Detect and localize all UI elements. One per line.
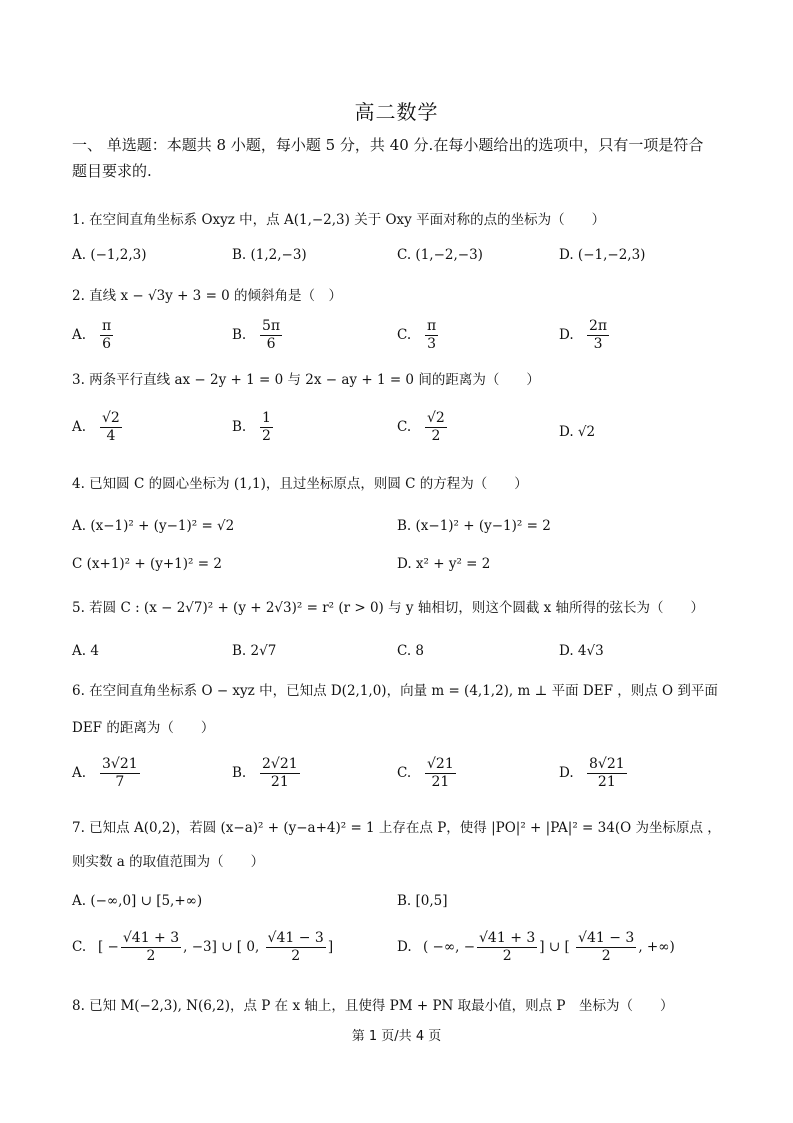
option-b: B. (x−1)² + (y−1)² = 2 <box>397 518 551 534</box>
question-7-stem: 7. 已知点 A(0,2)，若圆 (x−a)² + (y−a+4)² = 1 上存在点 P，使得 |PO|² + |PA|² = 34(O 为坐标原点 ， <box>72 820 721 836</box>
option-a: A. (x−1)² + (y−1)² = √2 <box>72 518 235 534</box>
option-a: A. (−∞,0] ∪ [5,+∞) <box>72 893 203 909</box>
page-title: 高二数学 <box>354 100 439 124</box>
option-d: D. $\frac{8√21}{21}$ <box>559 756 625 790</box>
option-b: B. $\frac{1}{2}$ <box>232 410 271 444</box>
option-b: B. 2√7 <box>232 643 277 659</box>
question-6-stem-cont: DEF 的距离为（ ） <box>72 720 215 736</box>
option-b: B. $\frac{2√21}{21}$ <box>232 756 298 790</box>
question-7-options-row1 <box>72 887 732 915</box>
option-c: C (x+1)² + (y+1)² = 2 <box>72 556 222 572</box>
option-c: C. 8 <box>397 643 425 659</box>
question-3-stem: 3. 两条平行直线 ax − 2y + 1 = 0 与 2x − ay + 1 = 0 间的距离为（ ） <box>72 372 540 388</box>
option-a: A. $\frac{\pi}{6}$ <box>72 318 112 352</box>
option-a: A. $\frac{√2}{4}$ <box>72 410 120 444</box>
option-d: D. $\frac{2\pi}{3}$ <box>559 318 608 352</box>
question-6-stem: 6. 在空间直角坐标系 O − xyz 中，已知点 D(2,1,0)，向量 m = (4,1,2), m ⊥ 平面 DEF ，则点 O 到平面 <box>72 683 718 699</box>
option-c: C. $\frac{√2}{2}$ <box>397 410 445 444</box>
option-a: A. $\frac{3√21}{7}$ <box>72 756 138 790</box>
option-b: B. (1,2,−3) <box>232 247 307 263</box>
option-d: D. x² + y² = 2 <box>397 556 491 572</box>
option-a: A. 4 <box>72 643 99 659</box>
question-2-options <box>72 318 732 358</box>
question-7-stem-cont: 则实数 a 的取值范围为（ ） <box>72 854 265 870</box>
question-7-options-row2 <box>72 930 732 974</box>
question-8-stem: 8. 已知 M(−2,3), N(6,2)，点 P 在 x 轴上，且使得 PM + PN 取最小值，则点 P 坐标为（ ） <box>72 998 674 1014</box>
option-c: C. $\frac{√21}{21}$ <box>397 756 454 790</box>
question-4-options-row2 <box>72 550 732 578</box>
question-4-options-row1 <box>72 512 732 540</box>
option-b: B. $\frac{5\pi}{6}$ <box>232 318 281 352</box>
option-c: C. [ − $\frac{√41 + 3}{2}$ , −3] ∪ [ 0, $\frac{√41 - 3}{2}$ ] <box>72 930 334 964</box>
page-footer: 第 1 页/共 4 页 <box>351 1029 442 1044</box>
section-line-2: 题目要求的. <box>72 162 152 180</box>
question-3-options <box>72 410 732 454</box>
option-d: D. ( −∞, − $\frac{√41 + 3}{2}$ ] ∪ [ $\frac{√41 - 3}{2}$ , +∞) <box>397 930 675 964</box>
option-d: D. 4√3 <box>559 643 604 659</box>
question-2-stem: 2. 直线 x − √3y + 3 = 0 的倾斜角是（ ） <box>72 288 343 304</box>
question-1-stem: 1. 在空间直角坐标系 Oxyz 中，点 A(1,−2,3) 关于 Oxy 平面对称的点的坐标为（ ） <box>72 212 606 228</box>
option-c: C. (1,−2,−3) <box>397 247 483 263</box>
option-c: C. $\frac{\pi}{3}$ <box>397 318 437 352</box>
option-d: D. (−1,−2,3) <box>559 247 646 263</box>
option-b: B. [0,5] <box>397 893 448 909</box>
option-a: A. (−1,2,3) <box>72 247 147 263</box>
question-1-options <box>72 241 732 269</box>
question-4-stem: 4. 已知圆 C 的圆心坐标为 (1,1)，且过坐标原点，则圆 C 的方程为（ ） <box>72 476 528 492</box>
question-5-options <box>72 637 732 665</box>
section-line-1: 一、 单选题：本题共 8 小题，每小题 5 分，共 40 分.在每小题给出的选项中，只有一项是符合 <box>72 136 704 154</box>
question-6-options <box>72 756 732 796</box>
option-d: D. √2 <box>559 424 596 440</box>
question-5-stem: 5. 若圆 C : (x − 2√7)² + (y + 2√3)² = r² (r > 0) 与 y 轴相切，则这个圆截 x 轴所得的弦长为（ ） <box>72 600 705 616</box>
section-heading <box>72 132 732 184</box>
